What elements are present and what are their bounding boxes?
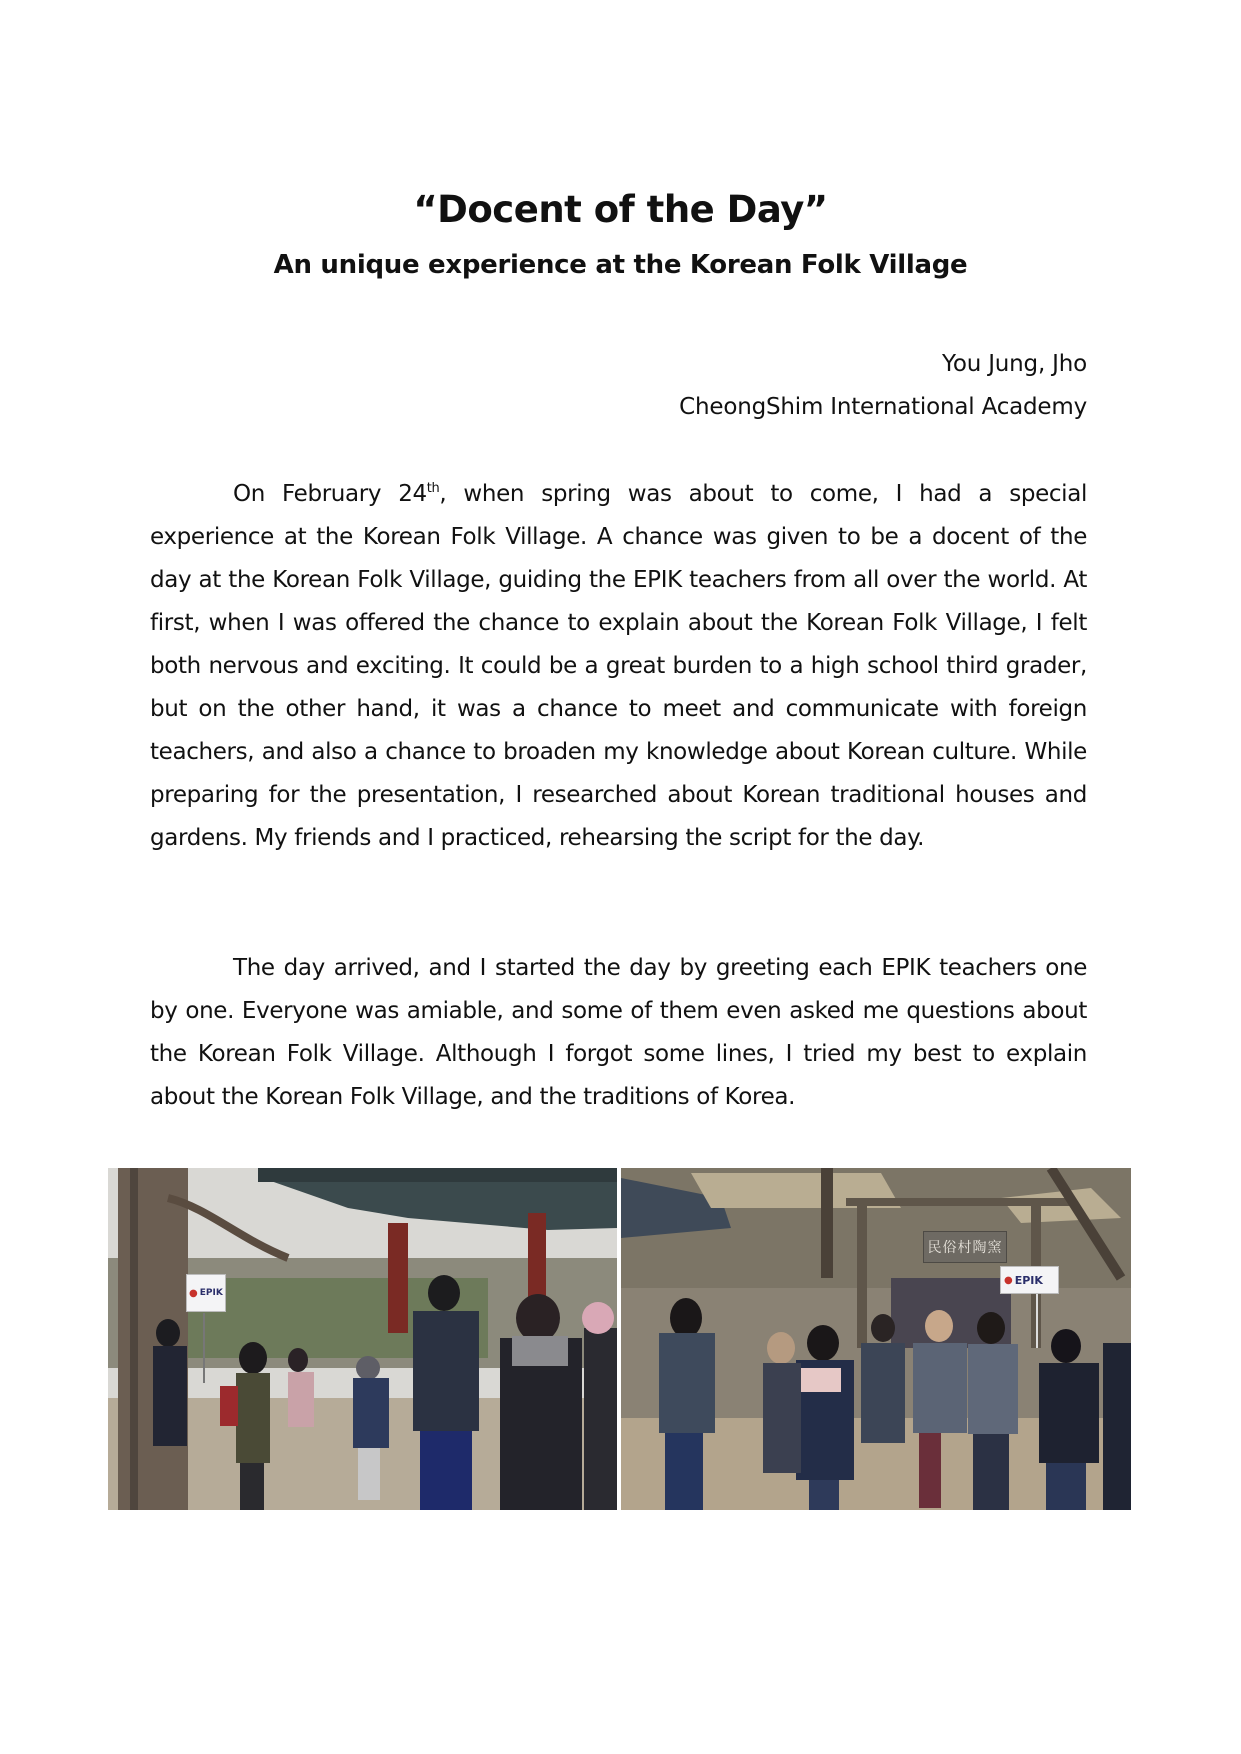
document-subtitle: An unique experience at the Korean Folk Village bbox=[273, 250, 968, 280]
photo-group-walking bbox=[621, 1168, 1131, 1510]
epik-sign bbox=[186, 1274, 226, 1312]
paragraph-2-text: The day arrived, and I started the day by greeting each EPIK teachers one by one. Everyone was amiable, and some of them even asked me questions about the Korean Folk Village. Although I forgot some lines, I tried my best to explain about the Korean Folk Village, and the traditions of Korea. bbox=[150, 955, 1087, 1110]
folk-village-wooden-sign: 民俗村陶窯 bbox=[923, 1231, 1007, 1263]
epik-sign-text: EPIK bbox=[1014, 1273, 1043, 1287]
author-name: You Jung, Jho bbox=[942, 351, 1087, 377]
paragraph-1-text: , when spring was about to come, I had a special experience at the Korean Folk Village. A chance was given to be a docent of the day at the Korean Folk Village, guiding the EPIK teachers from all over the world. At first, when I was offered the chance to explain about the Korean Folk Village, I felt both nervous and exciting. It could be a great burden to a high school third grader, but on the other hand, it was a chance to meet and communicate with foreign teachers, and also a chance to broaden my knowledge about Korean culture. While preparing for the presentation, I researched about Korean traditional houses and gardens. My friends and I practiced, rehearsing the script for the day. bbox=[150, 481, 1088, 851]
paragraph-1-lead: On February 24 bbox=[233, 481, 427, 507]
author-affiliation: CheongShim International Academy bbox=[679, 394, 1087, 420]
paragraph-2 bbox=[150, 947, 1087, 1119]
epik-sign bbox=[1000, 1266, 1059, 1294]
photo-1-illustration bbox=[108, 1168, 617, 1510]
epik-logo-icon: ● bbox=[189, 1287, 198, 1299]
epik-sign-text: EPIK bbox=[199, 1288, 223, 1298]
document-title: “Docent of the Day” bbox=[413, 188, 828, 231]
paragraph-1 bbox=[150, 473, 1087, 860]
photo-2-illustration bbox=[621, 1168, 1131, 1510]
photo-docent-at-pavilion bbox=[108, 1168, 617, 1510]
ordinal-superscript: th bbox=[426, 481, 440, 496]
epik-logo-icon: ● bbox=[1004, 1274, 1013, 1286]
